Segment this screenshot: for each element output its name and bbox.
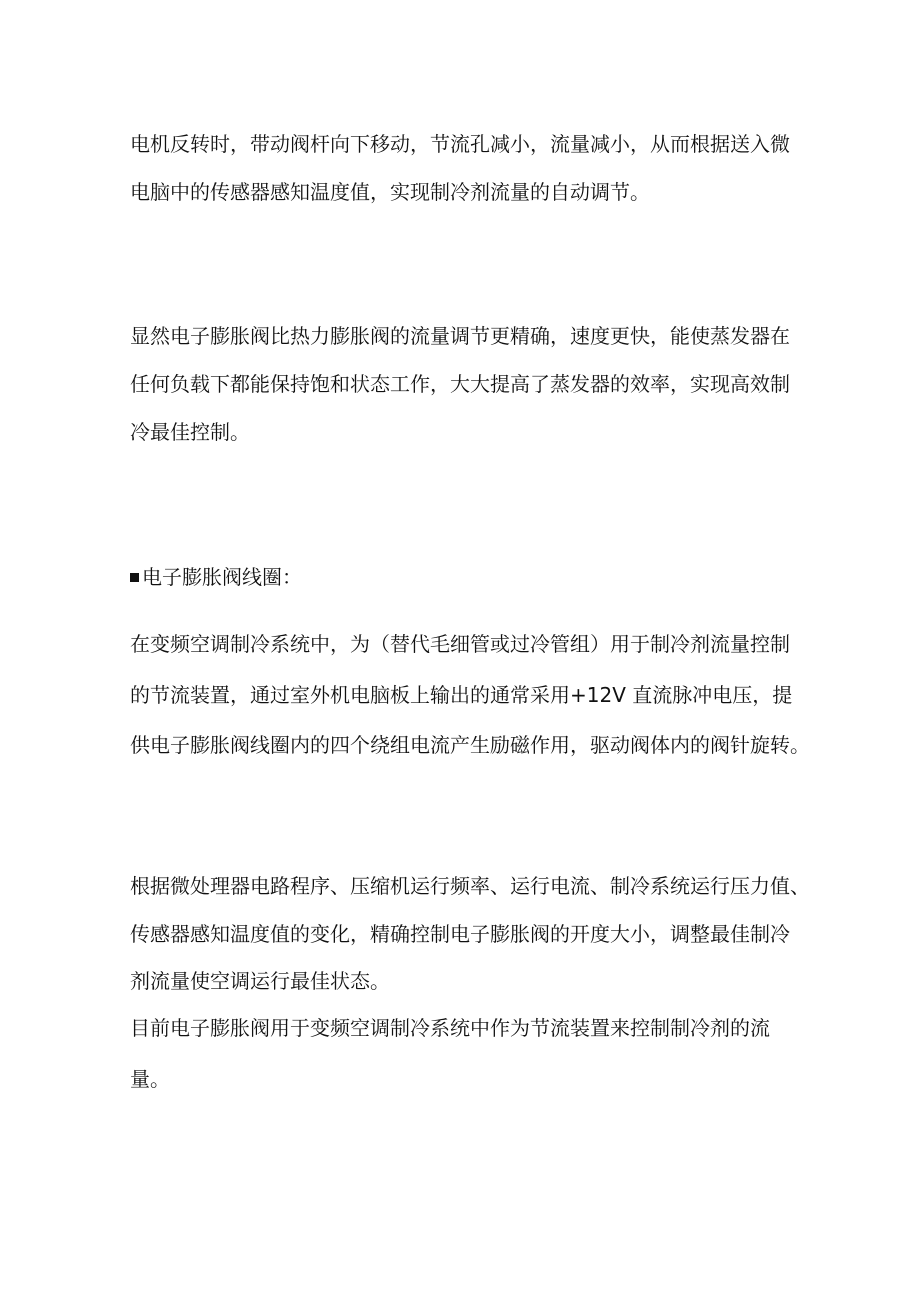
paragraph-3-line-1: 在变频空调制冷系统中，为（替代毛细管或过冷管组）用于制冷剂流量控制: [130, 632, 790, 656]
paragraph-3-line-2: 的节流装置，通过室外机电脑板上输出的通常采用+12V 直流脉冲电压，提: [130, 683, 793, 707]
paragraph-2-line-2: 任何负载下都能保持饱和状态工作，大大提高了蒸发器的效率，实现高效制: [130, 372, 790, 396]
paragraph-1-line-1: 电机反转时，带动阀杆向下移动，节流孔减小，流量减小，从而根据送入微: [130, 132, 790, 156]
section-heading-text: 电子膨胀阀线圈：: [142, 565, 302, 589]
paragraph-3-line-3: 供电子膨胀阀线圈内的四个绕组电流产生励磁作用，驱动阀体内的阀针旋转。: [130, 733, 810, 757]
section-heading: [130, 564, 302, 590]
square-bullet-icon: [130, 573, 139, 582]
paragraph-4-line-3: 剂流量使空调运行最佳状态。: [130, 969, 390, 993]
paragraph-1-line-2: 电脑中的传感器感知温度值，实现制冷剂流量的自动调节。: [130, 180, 650, 204]
paragraph-4-line-1: 根据微处理器电路程序、压缩机运行频率、运行电流、制冷系统运行压力值、: [130, 874, 810, 898]
paragraph-4-line-2: 传感器感知温度值的变化，精确控制电子膨胀阀的开度大小，调整最佳制冷: [130, 922, 790, 946]
paragraph-4-line-5: 量。: [130, 1067, 170, 1091]
paragraph-2-line-3: 冷最佳控制。: [130, 420, 250, 444]
paragraph-4-line-4: 目前电子膨胀阀用于变频空调制冷系统中作为节流装置来控制制冷剂的流: [130, 1016, 770, 1040]
paragraph-2-line-1: 显然电子膨胀阀比热力膨胀阀的流量调节更精确，速度更快，能使蒸发器在: [130, 324, 790, 348]
